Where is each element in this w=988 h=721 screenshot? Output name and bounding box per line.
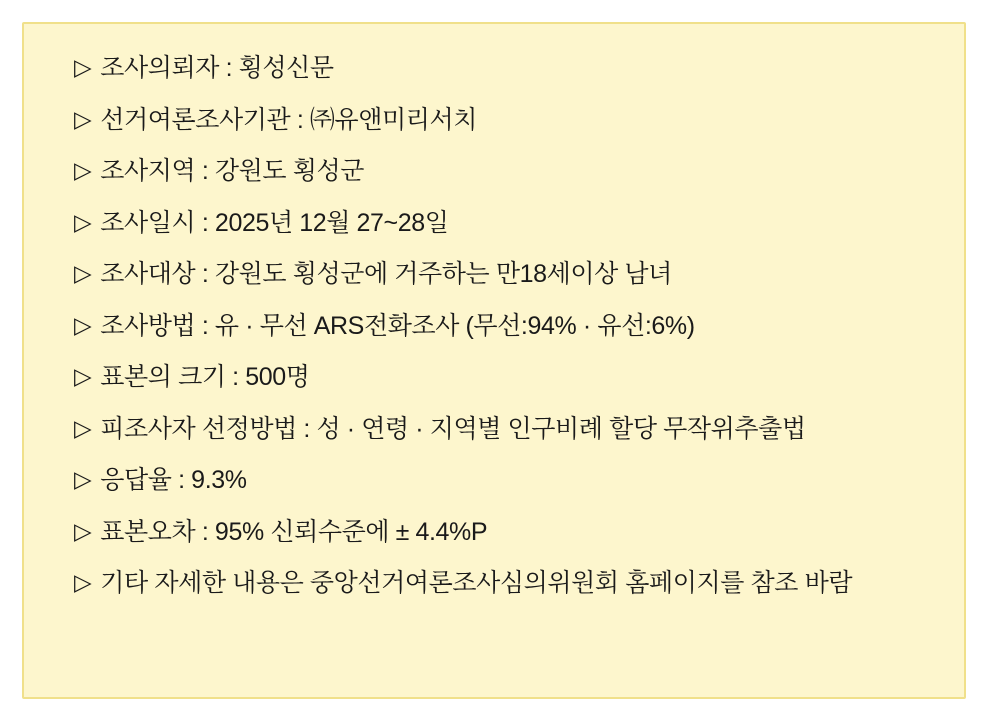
list-item <box>74 415 930 445</box>
triangle-right-icon: ▷ <box>74 363 92 389</box>
list-item-label: 표본오차 : 95% 신뢰수준에 ± 4.4%P <box>100 517 488 546</box>
survey-info-list <box>74 54 930 667</box>
list-item <box>74 157 930 187</box>
list-item-label: 표본의 크기 : 500명 <box>100 363 310 391</box>
list-item <box>74 54 930 84</box>
triangle-right-icon: ▷ <box>74 260 92 286</box>
triangle-right-icon: ▷ <box>74 157 92 183</box>
list-item <box>74 363 930 393</box>
list-item-label: 조사의뢰자 : 횡성신문 <box>100 54 334 82</box>
list-item <box>74 518 930 548</box>
list-item-label: 조사방법 : 유 · 무선 ARS전화조사 (무선:94% · 유선:6%) <box>100 311 695 340</box>
survey-info-panel <box>22 22 966 699</box>
list-item <box>74 569 930 599</box>
list-item-label: 기타 자세한 내용은 중앙선거여론조사심의위원회 홈페이지를 참조 바람 <box>100 569 853 597</box>
list-item-label: 피조사자 선정방법 : 성 · 연령 · 지역별 인구비례 할당 무작위추출법 <box>100 414 806 443</box>
triangle-right-icon: ▷ <box>74 54 92 80</box>
list-item <box>74 106 930 136</box>
list-item-label: 조사지역 : 강원도 횡성군 <box>100 157 364 185</box>
list-item-label: 응답율 : 9.3% <box>100 466 247 494</box>
list-item-label: 조사대상 : 강원도 횡성군에 거주하는 만18세이상 남녀 <box>100 260 672 288</box>
triangle-right-icon: ▷ <box>74 208 92 235</box>
list-item <box>74 466 930 496</box>
triangle-right-icon: ▷ <box>74 414 92 441</box>
list-item-label: 선거여론조사기관 : ㈜유앤미리서치 <box>100 105 478 134</box>
list-item <box>74 312 930 342</box>
triangle-right-icon: ▷ <box>74 569 92 595</box>
triangle-right-icon: ▷ <box>74 105 92 132</box>
list-item <box>74 209 930 239</box>
triangle-right-icon: ▷ <box>74 517 92 544</box>
list-item-label: 조사일시 : 2025년 12월 27~28일 <box>100 208 449 237</box>
triangle-right-icon: ▷ <box>74 466 92 492</box>
triangle-right-icon: ▷ <box>74 311 92 338</box>
list-item <box>74 260 930 290</box>
